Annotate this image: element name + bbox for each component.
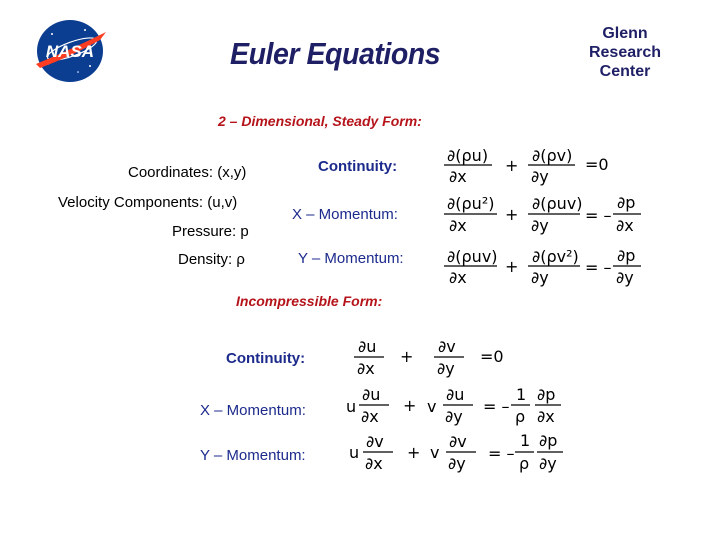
rhs-numerator: ∂p bbox=[539, 431, 558, 450]
factor-numerator: 1 bbox=[516, 385, 527, 404]
pressure-label: Pressure: p bbox=[172, 223, 249, 240]
steady-x-momentum-equation bbox=[444, 193, 641, 235]
factor-denominator: ρ bbox=[519, 454, 530, 473]
steady-continuity-label: Continuity: bbox=[318, 158, 398, 175]
term1-numerator: ∂(ρu) bbox=[447, 146, 489, 165]
steady-x-momentum-label: X – Momentum: bbox=[292, 206, 398, 223]
equals-minus: = – bbox=[585, 206, 612, 225]
term2-denominator: ∂y bbox=[445, 407, 463, 426]
coefficient-u: u bbox=[346, 397, 357, 416]
logo-text: NASA bbox=[45, 42, 95, 61]
center-name-line2: Research bbox=[588, 44, 662, 61]
inc-continuity-label: Continuity: bbox=[226, 350, 306, 367]
center-name-line1: Glenn bbox=[602, 25, 648, 42]
inc-y-momentum-label: Y – Momentum: bbox=[200, 447, 306, 464]
term2-numerator: ∂(ρuv) bbox=[532, 194, 583, 213]
plus-sign: + bbox=[505, 156, 519, 175]
term1-numerator: ∂(ρu²) bbox=[447, 194, 495, 213]
inc-continuity-equation bbox=[354, 337, 504, 378]
inc-x-momentum-label: X – Momentum: bbox=[200, 402, 306, 419]
center-name-line3: Center bbox=[599, 63, 651, 80]
term1-numerator: ∂u bbox=[362, 385, 381, 404]
plus-sign: + bbox=[403, 396, 417, 415]
term2-numerator: ∂(ρv) bbox=[532, 146, 573, 165]
equals-minus: = – bbox=[483, 397, 510, 416]
plus-sign: + bbox=[407, 443, 421, 462]
steady-continuity-equation bbox=[444, 146, 609, 186]
term1-denominator: ∂x bbox=[449, 216, 467, 235]
steady-y-momentum-equation bbox=[444, 246, 641, 287]
coefficient-v: v bbox=[427, 397, 437, 416]
equals-zero: =0 bbox=[480, 347, 504, 366]
steady-y-momentum-label: Y – Momentum: bbox=[298, 250, 404, 267]
steady-heading: 2 – Dimensional, Steady Form: bbox=[218, 113, 422, 129]
term1-numerator: ∂v bbox=[366, 432, 384, 451]
term1-denominator: ∂x bbox=[449, 268, 467, 287]
term1-denominator: ∂x bbox=[365, 454, 383, 473]
term1-denominator: ∂x bbox=[361, 407, 379, 426]
term2-denominator: ∂y bbox=[437, 359, 455, 378]
equals-minus: = – bbox=[585, 258, 612, 277]
inc-x-momentum-equation bbox=[346, 385, 561, 426]
term2-numerator: ∂(ρv²) bbox=[532, 247, 579, 266]
term1-numerator: ∂u bbox=[358, 337, 377, 356]
inc-y-momentum-equation bbox=[349, 431, 563, 473]
density-label: Density: ρ bbox=[178, 251, 245, 268]
plus-sign: + bbox=[505, 205, 519, 224]
term2-numerator: ∂v bbox=[449, 432, 467, 451]
term2-denominator: ∂y bbox=[448, 454, 466, 473]
rhs-numerator: ∂p bbox=[617, 246, 636, 265]
rhs-denominator: ∂x bbox=[537, 407, 555, 426]
term1-numerator: ∂(ρuv) bbox=[447, 247, 498, 266]
incompressible-heading: Incompressible Form: bbox=[236, 293, 383, 309]
page-title: Euler Equations bbox=[230, 36, 441, 71]
rhs-numerator: ∂p bbox=[537, 385, 556, 404]
term2-numerator: ∂v bbox=[438, 337, 456, 356]
rhs-numerator: ∂p bbox=[617, 193, 636, 212]
rhs-denominator: ∂y bbox=[539, 454, 557, 473]
coefficient-v: v bbox=[430, 443, 440, 462]
term2-denominator: ∂y bbox=[531, 268, 549, 287]
term2-denominator: ∂y bbox=[531, 216, 549, 235]
coordinates-label: Coordinates: (x,y) bbox=[128, 164, 247, 181]
rhs-denominator: ∂y bbox=[616, 268, 634, 287]
term1-denominator: ∂x bbox=[357, 359, 375, 378]
factor-denominator: ρ bbox=[515, 407, 526, 426]
plus-sign: + bbox=[400, 347, 414, 366]
term1-denominator: ∂x bbox=[449, 167, 467, 186]
equals-zero: =0 bbox=[585, 155, 609, 174]
term2-denominator: ∂y bbox=[531, 167, 549, 186]
plus-sign: + bbox=[505, 257, 519, 276]
equals-minus: = – bbox=[488, 444, 515, 463]
factor-numerator: 1 bbox=[520, 431, 531, 450]
term2-numerator: ∂u bbox=[446, 385, 465, 404]
coefficient-u: u bbox=[349, 443, 360, 462]
rhs-denominator: ∂x bbox=[616, 216, 634, 235]
velocity-label: Velocity Components: (u,v) bbox=[58, 194, 238, 211]
